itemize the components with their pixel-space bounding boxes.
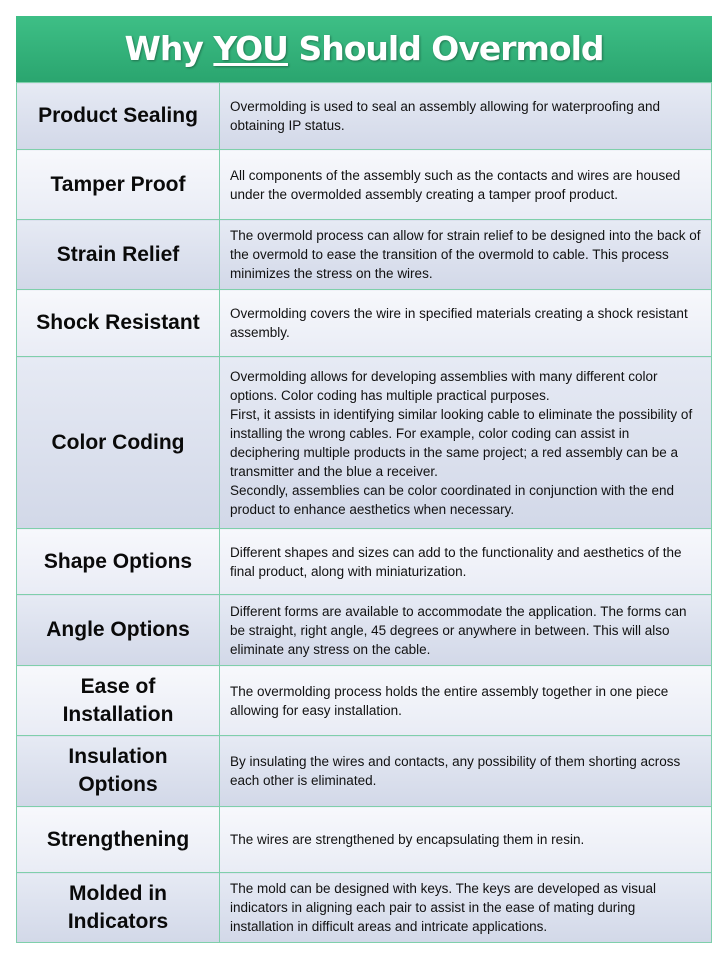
table-row: [17, 807, 712, 873]
row-label-line: Tamper Proof: [50, 172, 186, 196]
row-label: [17, 150, 220, 220]
table-row: [17, 529, 712, 595]
row-label-line: Color Coding: [51, 430, 185, 454]
row-label: [17, 666, 220, 736]
row-description: [220, 666, 712, 736]
row-description-paragraph: Overmolding covers the wire in specified materials creating a shock resistant assembly.: [230, 306, 688, 340]
row-label: [17, 357, 220, 529]
row-label: [17, 807, 220, 873]
row-label-line: Options: [78, 773, 158, 796]
row-label: [17, 736, 220, 807]
benefits-table: [16, 82, 712, 943]
table-row: [17, 666, 712, 736]
row-label-line: Product Sealing: [38, 104, 198, 127]
table-row: [17, 83, 712, 150]
table-row: [17, 736, 712, 807]
table-row: [17, 873, 712, 943]
row-label: [17, 83, 220, 150]
row-label: [17, 595, 220, 666]
row-label-line: Insulation: [68, 745, 168, 768]
row-description-paragraph: Different forms are available to accommodate the application. The forms can be straight, right angle, 45 degrees or anywhere in between. This will also eliminate any stress on the cable.: [230, 603, 687, 657]
row-label: [17, 873, 220, 943]
row-description-paragraph: First, it assists in identifying similar looking cable to eliminate the possibility of installing the wrong cables. For example, color coding can assist in deciphering multiple products in the same project; a red assembly can be a transmitter and the blue a receiver.: [230, 406, 693, 479]
page-title: [16, 16, 712, 82]
row-label: [17, 529, 220, 595]
row-label-line: Indicators: [67, 909, 169, 933]
row-description-paragraph: Overmolding is used to seal an assembly allowing for waterproofing and obtaining IP status.: [230, 99, 660, 133]
row-label: [17, 220, 220, 290]
row-description: [220, 83, 712, 150]
row-label-line: Shape Options: [43, 549, 193, 573]
row-description-paragraph: The wires are strengthened by encapsulating them in resin.: [230, 832, 585, 847]
table-row: [17, 595, 712, 666]
title-emphasis: YOU: [213, 29, 288, 68]
row-description: [220, 873, 712, 943]
row-label-line: Strengthening: [46, 827, 190, 851]
row-description: [220, 595, 712, 666]
row-description-paragraph: The overmold process can allow for strain relief to be designed into the back of the overmold to ease the transition of the overmold to cable. This process minimizes the stress on the wires.: [230, 228, 701, 281]
table-row: [17, 150, 712, 220]
row-label-line: Molded in: [69, 881, 167, 905]
row-description-paragraph: Secondly, assemblies can be color coordinated in conjunction with the end product to enhance aesthetics when necessary.: [230, 482, 675, 517]
row-description-paragraph: The overmolding process holds the entire assembly together in one piece allowing for easy installation.: [230, 683, 669, 718]
benefits-table-body: [17, 83, 712, 943]
title-after: Should Overmold: [287, 29, 604, 68]
row-label-line: Angle Options: [46, 618, 190, 641]
row-description: [220, 150, 712, 220]
row-label-line: Shock Resistant: [36, 311, 200, 334]
row-description-paragraph: By insulating the wires and contacts, any possibility of them shorting across each other is eliminated.: [230, 754, 681, 788]
row-description: [220, 357, 712, 529]
row-label-line: Strain Relief: [56, 242, 180, 266]
table-row: [17, 357, 712, 529]
row-label-line: Installation: [62, 702, 174, 726]
row-description-paragraph: The mold can be designed with keys. The keys are developed as visual indicators in aligning each pair to assist in the ease of mating during installation in difficult areas and intricate applications.: [230, 881, 656, 934]
row-description: [220, 529, 712, 595]
row-label-line: Ease of: [80, 674, 156, 698]
row-description: [220, 290, 712, 357]
row-description: [220, 220, 712, 290]
table-row: [17, 220, 712, 290]
table-row: [17, 290, 712, 357]
row-description: [220, 807, 712, 873]
row-description-paragraph: All components of the assembly such as the contacts and wires are housed under the overmolded assembly creating a tamper proof product.: [230, 167, 681, 202]
row-description: [220, 736, 712, 807]
title-before: Why: [124, 29, 214, 68]
row-description-paragraph: Different shapes and sizes can add to the functionality and aesthetics of the final product, along with miniaturization.: [230, 544, 682, 579]
row-label: [17, 290, 220, 357]
row-description-paragraph: Overmolding allows for developing assemblies with many different color options. Color coding has multiple practical purposes.: [230, 368, 658, 403]
